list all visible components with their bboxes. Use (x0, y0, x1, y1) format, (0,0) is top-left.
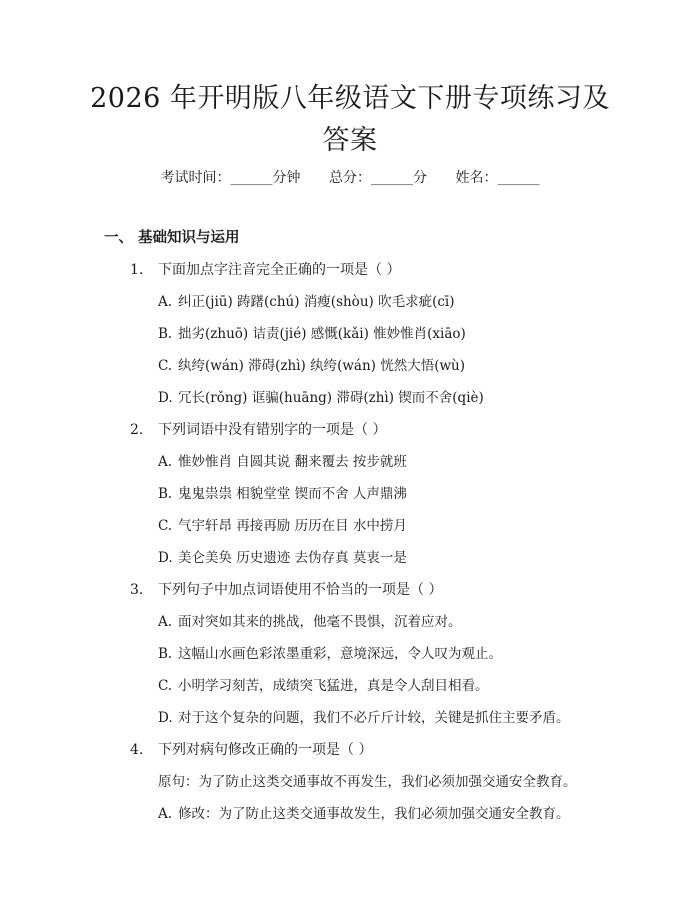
question-number: 2. (130, 422, 144, 438)
student-name-label: 姓名： (455, 170, 498, 186)
question-2-option-b (158, 484, 407, 504)
option-letter: A. (158, 294, 173, 310)
section-number: 一、 (104, 229, 133, 246)
exam-time-unit: 分钟 (272, 170, 301, 186)
question-3 (130, 580, 442, 600)
total-score-unit: 分 (413, 170, 427, 186)
exam-time-label: 考试时间： (160, 170, 231, 186)
option-letter: A. (158, 454, 173, 470)
option-text: 拙劣(zhuō) 诘责(jié) 感慨(kǎi) 惟妙惟肖(xiāo) (178, 326, 466, 342)
question-3-option-d (158, 708, 570, 728)
question-4 (130, 740, 372, 760)
question-4-option-a (158, 804, 570, 824)
question-1 (130, 260, 400, 280)
question-1-option-b (158, 324, 466, 344)
question-2-option-d (158, 548, 407, 568)
question-text: 下列对病句修改正确的一项是（ ） (158, 742, 373, 758)
total-score-field (329, 168, 427, 188)
option-text: 修改：为了防止这类交通事故发生，我们必须加强交通安全教育。 (178, 806, 570, 822)
option-text: 美仑美奂 历史遗迹 去伪存真 莫衷一是 (178, 550, 407, 566)
total-score-blank: ______ (371, 170, 413, 186)
question-2-option-c (158, 516, 407, 536)
option-text: 纠正(jiū) 踌躇(chú) 消瘦(shòu) 吹毛求疵(cī) (178, 294, 455, 310)
question-4-original-sentence: 原句：为了防止这类交通事故不再发生，我们必须加强交通安全教育。 (158, 774, 577, 790)
question-1-option-d (158, 388, 484, 408)
section-title: 基础知识与运用 (138, 229, 240, 246)
question-number: 1. (130, 262, 144, 278)
question-text: 下列句子中加点词语使用不恰当的一项是（ ） (158, 582, 443, 598)
option-text: 小明学习刻苦，成绩突飞猛进，真是令人刮目相看。 (178, 678, 489, 694)
exam-time-blank: ______ (230, 170, 273, 186)
option-letter: D. (158, 550, 173, 566)
option-text: 面对突如其来的挑战，他毫不畏惧，沉着应对。 (178, 614, 462, 630)
option-letter: C. (158, 518, 173, 534)
option-text: 鬼鬼祟祟 相貌堂堂 锲而不舍 人声鼎沸 (178, 486, 407, 502)
option-letter: A. (158, 614, 173, 630)
option-text: 这幅山水画色彩浓墨重彩，意境深远，令人叹为观止。 (178, 646, 502, 662)
document-title: 2026 年开明版八年级语文下册专项练习及答案 (90, 83, 610, 156)
exam-time-field (161, 168, 301, 188)
question-text: 下面加点字注音完全正确的一项是（ ） (158, 262, 401, 278)
option-text: 惟妙惟肖 自圆其说 翻来覆去 按步就班 (178, 454, 407, 470)
option-letter: C. (158, 678, 173, 694)
exam-info-line (0, 168, 700, 188)
question-2 (130, 420, 386, 440)
question-number: 3. (130, 582, 144, 598)
section-heading (104, 228, 240, 248)
option-letter: B. (158, 486, 173, 502)
question-2-option-a (158, 452, 407, 472)
total-score-label: 总分： (329, 170, 371, 186)
question-3-option-b (158, 644, 502, 664)
option-text: 气宇轩昂 再接再励 历历在目 水中捞月 (178, 518, 407, 534)
question-text: 下列词语中没有错别字的一项是（ ） (158, 422, 387, 438)
option-letter: D. (158, 390, 173, 406)
question-3-option-c (158, 676, 489, 696)
option-letter: C. (158, 358, 173, 374)
question-1-option-a (158, 292, 454, 312)
student-name-field (455, 168, 539, 188)
option-letter: B. (158, 326, 173, 342)
option-text: 纨绔(wán) 滞碍(zhì) 纨绔(wán) 恍然大悟(wù) (178, 358, 465, 374)
question-3-option-a (158, 612, 462, 632)
option-letter: A. (158, 806, 173, 822)
option-text: 对于这个复杂的问题，我们不必斤斤计较，关键是抓住主要矛盾。 (178, 710, 570, 726)
question-number: 4. (130, 742, 144, 758)
option-text: 冗长(rǒng) 诓骗(huāng) 滞碍(zhì) 锲而不舍(qiè) (178, 390, 484, 406)
option-letter: B. (158, 646, 173, 662)
option-letter: D. (158, 710, 173, 726)
question-1-option-c (158, 356, 465, 376)
student-name-blank: ______ (497, 170, 540, 186)
